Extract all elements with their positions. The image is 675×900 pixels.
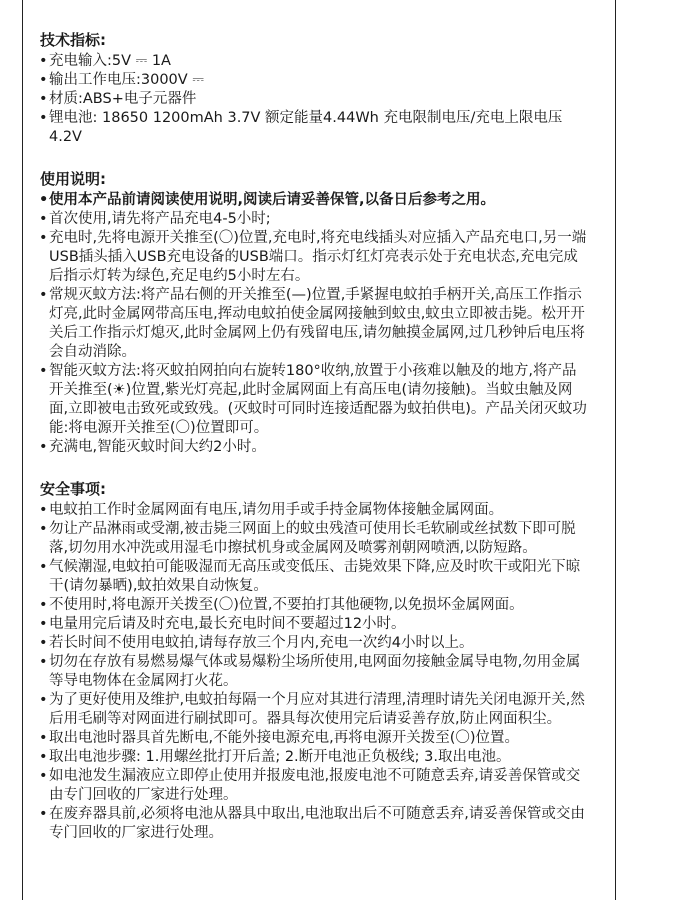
- bullet-icon: •: [39, 559, 48, 575]
- list-item-text: 使用本产品前请阅读使用说明,阅读后请妥善保管,以备日后参考之用。: [49, 192, 496, 208]
- list-item: [40, 52, 588, 71]
- bullet-icon: •: [39, 110, 48, 126]
- section-usage-instructions: [40, 169, 588, 457]
- list-item-text: 不使用时,将电源开关拨至(〇)位置,不要拍打其他硬物,以免损坏金属网面。: [49, 597, 524, 613]
- list-item: [40, 805, 588, 843]
- section-safety-notes: [40, 479, 588, 843]
- list-item: [40, 438, 588, 457]
- bullet-icon: •: [39, 692, 48, 708]
- bullet-list: [40, 52, 588, 147]
- list-item: [40, 558, 588, 596]
- bullet-icon: •: [39, 211, 48, 227]
- list-item-text: 充电时,先将电源开关推至(〇)位置,充电时,将充电线插头对应插入产品充电口,另一端USB插头插入USB充电设备的USB端口。指示灯红灯亮表示处于充电状态,充电完成后指示灯转为绿色,充足电约5小时左右。: [49, 230, 587, 284]
- list-item-text: 如电池发生漏液应立即停止使用并报废电池,报废电池不可随意丢弃,请妥善保管或交由专门回收的厂家进行处理。: [49, 768, 581, 803]
- section-heading: 技术指标:: [40, 31, 106, 49]
- bullet-icon: •: [39, 616, 48, 632]
- bullet-icon: •: [39, 635, 48, 651]
- list-item-text: 材质:ABS+电子元器件: [49, 91, 197, 107]
- list-item-text: 电蚊拍工作时金属网面有电压,请勿用手或手持金属物体接触金属网面。: [49, 502, 504, 518]
- list-item-text: 勿让产品淋雨或受潮,被击毙三网面上的蚊虫残渣可使用长毛软刷或丝拭数下即可脱落,切勿用水冲洗或用湿毛巾擦拭机身或金属网及喷雾剂朝网喷洒,以防短路。: [49, 521, 576, 556]
- list-item-text: 智能灭蚊方法:将灭蚊拍网拍向右旋转180°收纳,放置于小孩难以触及的地方,将产品开关推至(☀)位置,紫光灯亮起,此时金属网面上有高压电(请勿接触)。当蚊虫触及网面,立即被电击致死或致残。(灭蚊时可同时连接适配器为蚊拍供电)。产品关闭灭蚊功能:将电源开关推至(〇)位置即可。: [49, 363, 587, 436]
- bullet-list: [40, 501, 588, 843]
- bullet-icon: •: [39, 230, 48, 246]
- bullet-icon: •: [39, 768, 48, 784]
- bullet-icon: •: [39, 597, 48, 613]
- list-item-text: 输出工作电压:3000V ⎓: [49, 72, 204, 88]
- list-item: [40, 229, 588, 286]
- list-item: [40, 748, 588, 767]
- list-item: [40, 501, 588, 520]
- list-item-text: 若长时间不使用电蚊拍,请每存放三个月内,充电一次约4小时以上。: [49, 635, 474, 651]
- bullet-icon: •: [39, 749, 48, 765]
- list-item-text: 在废弃器具前,必须将电池从器具中取出,电池取出后不可随意丢弃,请妥善保管或交由专门回收的厂家进行处理。: [49, 806, 585, 841]
- list-item: [40, 210, 588, 229]
- list-item-text: 取出电池时器具首先断电,不能外接电源充电,再将电源开关拨至(〇)位置。: [49, 730, 520, 746]
- list-item: [40, 653, 588, 691]
- list-item-text: 充电输入:5V ⎓ 1A: [49, 53, 171, 69]
- bullet-icon: •: [39, 521, 48, 537]
- bullet-icon: •: [39, 72, 48, 88]
- bullet-icon: •: [39, 91, 48, 107]
- bullet-icon: •: [39, 287, 48, 303]
- list-item: [40, 615, 588, 634]
- list-item-text: 首次使用,请先将产品充电4-5小时;: [49, 211, 271, 227]
- list-item-text: 取出电池步骤: 1.用螺丝批打开后盖; 2.断开电池正负极线; 3.取出电池。: [49, 749, 511, 765]
- section-heading: 使用说明:: [40, 170, 106, 188]
- list-item: [40, 71, 588, 90]
- list-item-text: 气候潮湿,电蚊拍可能吸湿而无高压或变低压、击毙效果下降,应及时吹干或阳光下晾干(请勿暴晒),蚊拍效果自动恢复。: [49, 559, 581, 594]
- list-item: [40, 691, 588, 729]
- bullet-icon: •: [39, 730, 48, 746]
- list-item: [40, 286, 588, 362]
- list-item: [40, 634, 588, 653]
- bullet-icon: •: [39, 363, 48, 379]
- bullet-icon: •: [39, 53, 48, 69]
- list-item: [40, 767, 588, 805]
- bullet-icon: •: [39, 439, 48, 455]
- list-item: [40, 109, 588, 147]
- list-item-text: 为了更好使用及维护,电蚊拍每隔一个月应对其进行清理,清理时请先关闭电源开关,然后用毛刷等对网面进行刷拭即可。器具每次使用完后请妥善存放,防止网面积尘。: [49, 692, 585, 727]
- bullet-icon: •: [39, 806, 48, 822]
- list-item-text: 锂电池: 18650 1200mAh 3.7V 额定能量4.44Wh 充电限制电压/充电上限电压4.2V: [49, 110, 563, 145]
- list-item-text: 充满电,智能灭蚊时间大约2小时。: [49, 439, 266, 455]
- bullet-list: [40, 191, 588, 457]
- list-item-text: 电量用完后请及时充电,最长充电时间不要超过12小时。: [49, 616, 406, 632]
- list-item: [40, 596, 588, 615]
- manual-content: [40, 30, 588, 865]
- list-item-text: 切勿在存放有易燃易爆气体或易爆粉尘场所使用,电网面勿接触金属导电物,勿用金属等导电物体在金属网打火花。: [49, 654, 581, 689]
- bullet-icon: •: [39, 192, 49, 208]
- list-item-text: 常规灭蚊方法:将产品右侧的开关推至(—)位置,手紧握电蚊拍手柄开关,高压工作指示灯亮,此时金属网带高压电,挥动电蚊拍使金属网接触到蚊虫,蚊虫立即被击毙。松开开关后工作指示灯熄灭,此时金属网上仍有残留电压,请勿触摸金属网,过几秒钟后电压将会自动消除。: [49, 287, 585, 360]
- section-tech-specs: [40, 30, 588, 147]
- list-item: [40, 729, 588, 748]
- list-item: [40, 362, 588, 438]
- bullet-icon: •: [39, 502, 48, 518]
- list-item: [40, 90, 588, 109]
- section-heading: 安全事项:: [40, 480, 106, 498]
- bullet-icon: •: [39, 654, 48, 670]
- list-item: [40, 520, 588, 558]
- list-item: [40, 191, 588, 210]
